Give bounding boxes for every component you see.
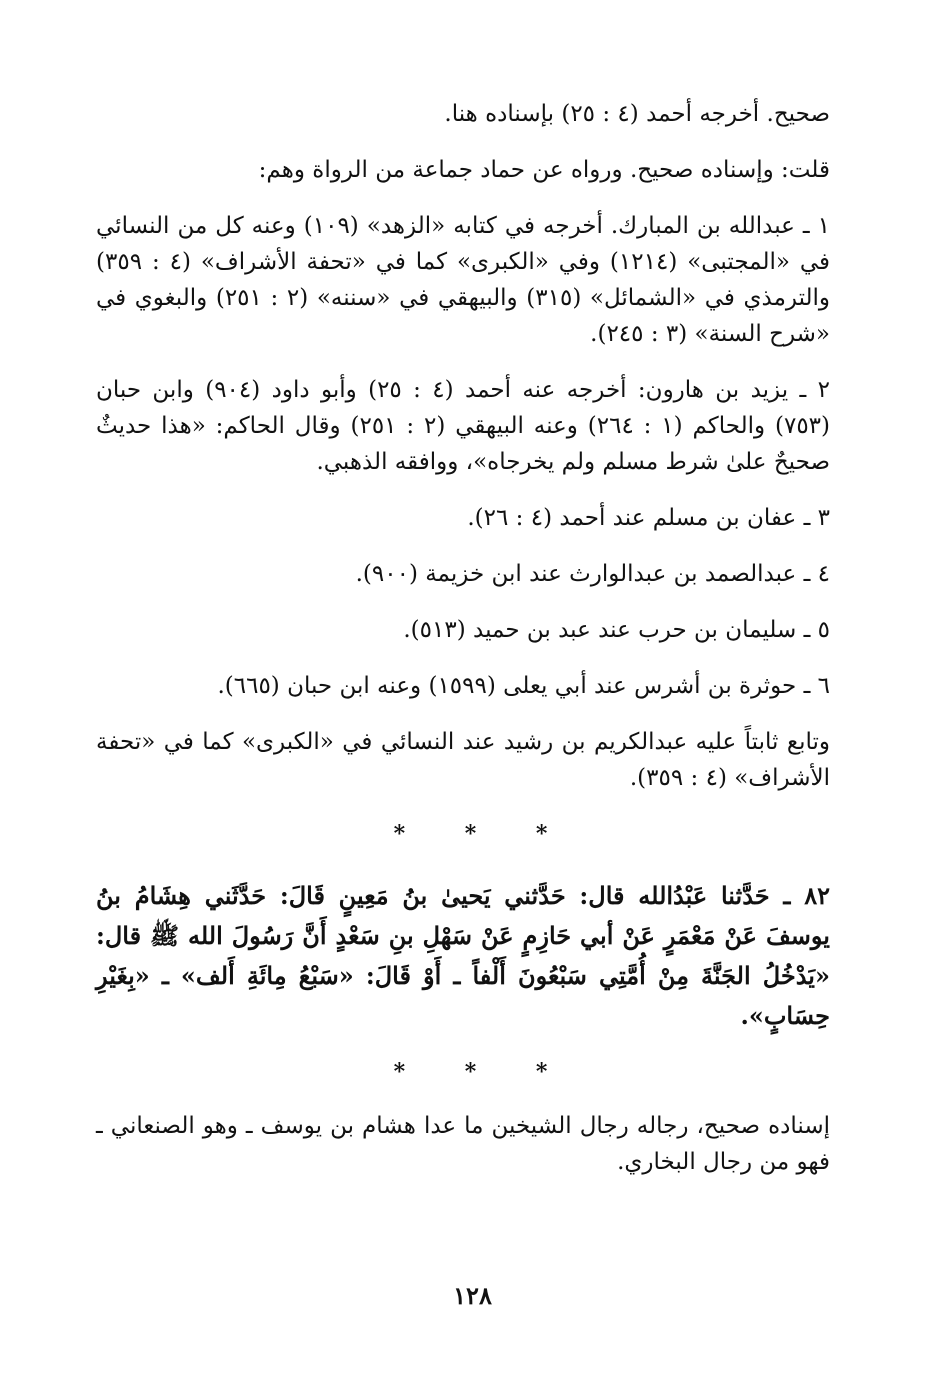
- list-item-narrator-5: ٥ ـ سليمان بن حرب عند عبد بن حميد (٥١٣).: [403, 617, 830, 643]
- paragraph-mutaba-note: وتابع ثابتاً عليه عبدالكريم بن رشيد عند النسائي في «الكبرى» كما في «تحفة الأشراف» (٤ : ٣٥٩).: [96, 729, 830, 791]
- section-separator: * * *: [393, 821, 574, 847]
- list-item-narrator-2: ٢ ـ يزيد بن هارون: أخرجه عنه أحمد (٤ : ٢٥) وأبو داود (٩٠٤) وابن حبان (٧٥٣) والحاكم (١ : ٢٦٤) وعنه البيهقي (٢ : ٢٥١) وقال الحاكم: «هذا حديثٌ صحيحٌ علىٰ شرط مسلم ولم يخرجاه»، ووافقه الذهبي.: [96, 377, 831, 475]
- paragraph-isnad-note: قلت: وإسناده صحيح. ورواه عن حماد جماعة من الرواة وهم:: [258, 157, 830, 183]
- paragraph-grading: إسناده صحيح، رجاله رجال الشيخين ما عدا هشام بن يوسف ـ وهو الصنعاني ـ فهو من رجال البخاري.: [96, 1113, 830, 1175]
- list-item-narrator-1: ١ ـ عبدالله بن المبارك. أخرجه في كتابه «الزهد» (١٠٩) وعنه كل من النسائي في «المجتبى» (١٢١٤) وفي «الكبرى» كما في «تحفة الأشراف» (٤ : ٣٥٩) والترمذي في «الشمائل» (٣١٥) والبيهقي في «سننه» (٢ : ٢٥١) والبغوي في «شرح السنة» (٣ : ٢٤٥).: [96, 213, 831, 347]
- paragraph-takhrij-ahmad: صحيح. أخرجه أحمد (٤ : ٢٥) بإسناده هنا.: [444, 101, 830, 127]
- list-item-narrator-3: ٣ ـ عفان بن مسلم عند أحمد (٤ : ٢٦).: [467, 505, 830, 531]
- list-item-narrator-4: ٤ ـ عبدالصمد بن عبدالوارث عند ابن خزيمة (٩٠٠).: [355, 561, 830, 587]
- hadith-text: ٨٢ ـ حَدَّثنا عَبْدُالله قال: حَدَّثني يَحيىٰ بنُ مَعِينٍ قَالَ: حَدَّثَني هِشَامُ بنُ يوسفَ عَنْ مَعْمَرٍ عَنْ أبي حَازِمٍ عَنْ سَهْلِ بنِ سَعْدٍ أَنَّ رَسُولَ الله ﷺ قال: «يَدْخُلُ الجَنَّةَ مِنْ أُمَّتِي سَبْعُونَ أَلْفاً ـ أَوْ قَالَ: «سَبْعُ مِائَةِ أَلف» ـ «بِغَيْرِ حِسَابٍ».: [96, 881, 830, 1030]
- page-number: ١٢٨: [453, 1281, 492, 1310]
- section-separator-2: * * *: [393, 1059, 574, 1085]
- list-item-narrator-6: ٦ ـ حوثرة بن أشرس عند أبي يعلى (١٥٩٩) وعنه ابن حبان (٦٦٥).: [217, 673, 830, 699]
